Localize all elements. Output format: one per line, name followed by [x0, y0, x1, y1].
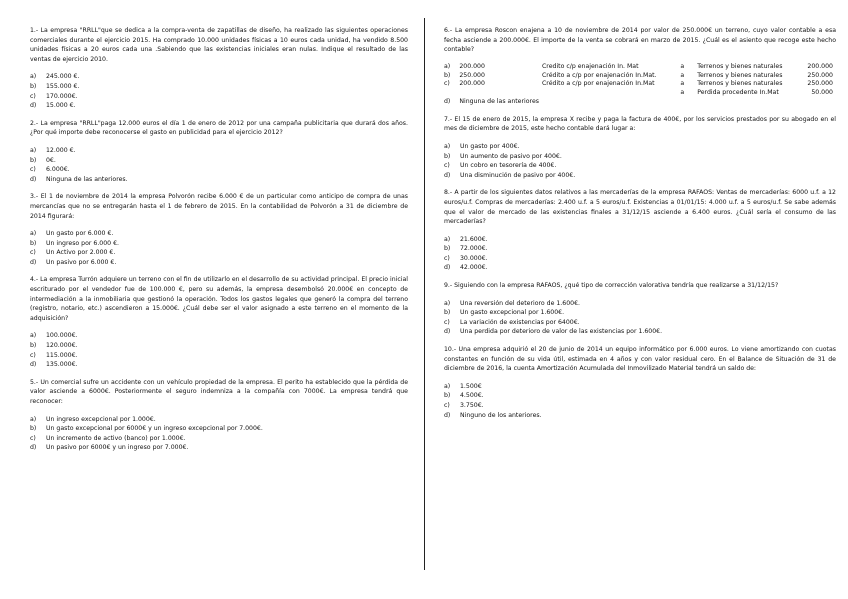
entry-sep: a — [680, 89, 685, 97]
question-6 — [444, 26, 836, 107]
option-text: Un Activo por 2.000 €. — [46, 249, 116, 257]
question — [30, 275, 408, 369]
option-letter: b) — [444, 152, 451, 160]
entry-sep — [680, 98, 697, 107]
option-letter: c) — [444, 254, 450, 262]
question — [30, 119, 408, 185]
option-text: 21.600€. — [460, 235, 488, 243]
entry-credit-amount: 250.000 — [807, 80, 833, 88]
answer-options — [30, 72, 408, 110]
question-stem: 2.- La empresa "RRLL"paga 12.000 euros el día 1 de enero de 2012 por una campaña publicitaria que durará dos años. ¿Por qué importe debe reconocerse el gasto en publicidad para el ejercicio 2012? — [30, 119, 408, 137]
option-letter: b) — [30, 156, 37, 164]
option-text: Un gasto excepcional por 1.600€. — [460, 309, 565, 317]
option-letter: c) — [30, 351, 36, 359]
question-stem: 9.- Siguiendo con la empresa RAFAOS, ¿qué tipo de corrección valorativa tendría que realizarse a 31/12/15? — [444, 282, 779, 290]
option-letter: c) — [444, 162, 450, 170]
answer-option — [30, 415, 408, 425]
option-letter: c) — [30, 166, 36, 174]
entry-amount: Ninguna de las anteriores — [459, 97, 539, 105]
answer-option — [444, 318, 836, 328]
question-stem: 8.- A partir de los siguientes datos relativos a las mercaderías de la empresa RAFAOS: Ventas de mercaderías: 6000 u.f. a 12 euros/u.f. Compras de mercaderías: 2.400 u.f. a 5 euros/u.f. Existencias a 01/01/15: 4.000 u.f. a 5 euros/u.f. Se sabe además que el valor de mercado de las existencias finales a 31/12/15 asciende a 6.400 euros. ¿Cuál sería el consumo de las mercaderías? — [444, 189, 836, 226]
option-text: Un pasivo por 6.000 €. — [46, 258, 117, 266]
answer-option — [30, 443, 408, 453]
answer-option — [30, 434, 408, 444]
option-text: 245.000 €. — [46, 73, 80, 81]
answer-option — [30, 156, 408, 166]
option-letter: d) — [30, 102, 37, 110]
option-text: 0€. — [46, 156, 56, 164]
answer-option — [30, 229, 408, 239]
entry-credit — [697, 98, 806, 107]
answer-option — [30, 72, 408, 82]
entry-credit-amount — [806, 98, 836, 107]
option-text: Ninguna de las anteriores. — [46, 175, 128, 183]
entry-letter — [444, 89, 459, 98]
option-text: Un gasto por 400€. — [460, 142, 520, 150]
entry-credit-amount: 250.000 — [807, 71, 833, 79]
entry-debit: Crédito a c/p por enajenación In.Mat. — [541, 71, 657, 79]
journal-entry-row — [444, 63, 836, 72]
entry-letter: c) — [444, 80, 450, 88]
journal-entry-row — [444, 98, 836, 107]
answer-option — [30, 331, 408, 341]
option-text: Un pasivo por 6000€ y un ingreso por 7.000€. — [46, 444, 189, 452]
entry-credit-amount: 200.000 — [807, 62, 833, 70]
answer-option — [30, 248, 408, 258]
answer-option — [30, 101, 408, 111]
option-letter: d) — [30, 444, 37, 452]
option-text: Un cobro en tesorería de 400€. — [460, 162, 557, 170]
entry-amount: 250.000 — [459, 71, 485, 79]
option-text: 72.000€. — [460, 245, 488, 253]
entry-amount — [459, 89, 542, 98]
entry-credit: Terrenos y bienes naturales — [697, 62, 783, 70]
question — [444, 188, 836, 273]
option-letter: a) — [30, 73, 37, 81]
answer-option — [444, 161, 836, 171]
option-letter: b) — [30, 342, 37, 350]
answer-option — [444, 254, 836, 264]
entry-debit: Credito c/p enajenación In. Mat — [541, 62, 639, 70]
option-text: 42.000€. — [460, 264, 488, 272]
answer-option — [30, 258, 408, 268]
journal-entry-row — [444, 80, 836, 89]
answer-option — [30, 351, 408, 361]
option-text: Un ingreso excepcional por 1.000€. — [46, 415, 156, 423]
answer-option — [30, 424, 408, 434]
answer-option — [444, 382, 836, 392]
question-stem: 3.- El 1 de noviembre de 2014 la empresa Polvorón recibe 6.000 € de un particular como anticipo de compra de unas mercancías que no se entregarán hasta el 1 de febrero de 2015. En la contabilidad de Polvorón a 31 de diciembre de 2014 figurará: — [30, 193, 408, 220]
answer-option — [444, 401, 836, 411]
option-text: 155.000 €. — [46, 82, 80, 90]
answer-option — [30, 165, 408, 175]
option-letter: b) — [444, 245, 451, 253]
entry-letter: a) — [444, 62, 451, 70]
entry-amount: 200.000 — [459, 62, 485, 70]
option-text: 6.000€. — [46, 166, 70, 174]
answer-option — [444, 411, 836, 421]
option-text: Una disminución de pasivo por 400€. — [460, 171, 576, 179]
column-divider — [424, 18, 425, 570]
option-letter: a) — [30, 415, 37, 423]
answer-option — [444, 308, 836, 318]
option-text: 12.000 €. — [46, 146, 76, 154]
answer-option — [30, 146, 408, 156]
question — [444, 345, 836, 420]
answer-option — [30, 341, 408, 351]
option-letter: a) — [444, 235, 451, 243]
answer-options — [444, 142, 836, 180]
option-letter: d) — [30, 175, 37, 183]
option-text: 120.000€. — [46, 342, 78, 350]
option-text: 30.000€. — [460, 254, 488, 262]
right-column — [444, 26, 836, 428]
answer-option — [30, 360, 408, 370]
option-text: 135.000€. — [46, 361, 78, 369]
journal-entry-row — [444, 89, 836, 98]
answer-option — [444, 263, 836, 273]
entry-credit: Terrenos y bienes naturales — [697, 71, 783, 79]
option-text: 4.500€. — [460, 392, 484, 400]
answer-option — [30, 82, 408, 92]
option-text: 100.000€. — [46, 332, 78, 340]
answer-option — [444, 142, 836, 152]
option-letter: c) — [30, 249, 36, 257]
entry-credit: Terrenos y bienes naturales — [697, 80, 783, 88]
answer-option — [444, 327, 836, 337]
question-stem: 10.- Una empresa adquirió el 20 de junio de 2014 un equipo informático por 6.000 euros. Lo viene amortizando con cuotas constantes en función de su vida útil, estimada en 4 años y con valor residual cero. En el Balance de Situación de 31 de diciembre de 2016, la cuenta Amortización Acumulada del Inmovilizado Material tendrá un saldo de: — [444, 346, 836, 373]
option-text: 1.500€ — [460, 382, 482, 390]
option-text: 170.000€. — [46, 92, 78, 100]
journal-entry-table — [444, 63, 836, 107]
option-letter: b) — [444, 309, 451, 317]
option-letter: d) — [444, 264, 451, 272]
option-text: 15.000 €. — [46, 102, 76, 110]
option-letter: a) — [444, 299, 451, 307]
option-letter: d) — [444, 171, 451, 179]
option-letter: c) — [30, 92, 36, 100]
question — [444, 115, 836, 181]
question-stem: 6.- La empresa Roscon enajena a 10 de noviembre de 2014 por valor de 250.000€ un terreno, cuyo valor contable a esa fecha asciende a 200.000€. El importe de la venta se cobrará en marzo de 2015. ¿Cuál es el asiento que recoge este hecho contable? — [444, 27, 836, 54]
question — [30, 192, 408, 267]
option-text: 3.750€. — [460, 402, 484, 410]
option-letter: d) — [444, 411, 451, 419]
question — [444, 281, 836, 337]
option-letter: a) — [444, 382, 451, 390]
option-text: Ninguno de los anteriores. — [460, 411, 542, 419]
option-letter: b) — [30, 425, 37, 433]
option-text: 115.000€. — [46, 351, 78, 359]
option-letter: a) — [30, 146, 37, 154]
option-text: Un incremento de activo (banco) por 1.000€. — [46, 434, 186, 442]
option-letter: a) — [30, 230, 37, 238]
option-letter: c) — [30, 434, 36, 442]
entry-credit-amount: 50.000 — [811, 89, 833, 97]
option-letter: b) — [444, 392, 451, 400]
option-letter: b) — [30, 82, 37, 90]
answer-option — [444, 391, 836, 401]
option-text: Un gasto por 6.000 €. — [46, 230, 114, 238]
left-column — [30, 26, 408, 461]
answer-options — [30, 331, 408, 369]
entry-amount: 200.000 — [459, 80, 485, 88]
entry-credit: Perdida procedente In.Mat — [697, 89, 779, 97]
answer-option — [444, 299, 836, 309]
question-stem: 5.- Un comercial sufre un accidente con un vehículo propiedad de la empresa. El perito ha establecido que la pérdida de valor asciende a 6000€. Posteriormente el seguro indemniza a la compañía con 7000€. La empresa tendrá que reconocer: — [30, 378, 408, 405]
answer-options — [444, 235, 836, 273]
answer-option — [444, 152, 836, 162]
entry-debit — [542, 89, 680, 98]
answer-option — [30, 239, 408, 249]
option-text: Una reversión del deterioro de 1.600€. — [460, 299, 580, 307]
option-letter: a) — [444, 142, 451, 150]
option-letter: d) — [444, 328, 451, 336]
entry-debit: Crédito a c/p por enajenación In.Mat — [541, 80, 655, 88]
answer-option — [444, 235, 836, 245]
answer-options — [30, 146, 408, 184]
entry-sep: a — [680, 71, 685, 79]
question — [30, 26, 408, 111]
answer-options — [444, 299, 836, 337]
entry-letter: b) — [444, 71, 451, 79]
option-letter: d) — [30, 258, 37, 266]
answer-option — [30, 92, 408, 102]
answer-option — [444, 244, 836, 254]
option-letter: a) — [30, 332, 37, 340]
answer-option — [30, 175, 408, 185]
answer-options — [30, 415, 408, 453]
option-text: Un gasto excepcional por 6000€ y un ingreso excepcional por 7.000€. — [46, 425, 263, 433]
option-letter: b) — [30, 239, 37, 247]
question-stem: 4.- La empresa Turrón adquiere un terreno con el fin de utilizarlo en el desarrollo de su actividad principal. El precio inicial escriturado por el vendedor fue de 100.000 €, pero su además, la empresa desembolsó 20.000€ en concepto de intermediación a la inmobiliaria que gestionó la operación. Todos los gastos legales que generó la compra del terreno (registro, notario, etc.) ascendieron a 15.000€. ¿Cuál debe ser el valor asignado a este terreno en el momento de la adquisición? — [30, 276, 408, 322]
entry-sep: a — [680, 62, 685, 70]
question-stem: 7.- El 15 de enero de 2015, la empresa X recibe y paga la factura de 400€, por los servicios prestados por su abogado en el mes de diciembre de 2015, este hecho contable dará lugar a: — [444, 115, 836, 133]
question — [30, 378, 408, 453]
entry-letter: d) — [444, 97, 451, 105]
entry-debit — [542, 98, 680, 107]
entry-sep: a — [680, 80, 685, 88]
option-letter: c) — [444, 318, 450, 326]
answer-options — [30, 229, 408, 267]
answer-options — [444, 382, 836, 420]
question-stem: 1.- La empresa "RRLL"que se dedica a la compra-venta de zapatillas de diseño, ha realizado las siguientes operaciones comerciales durante el ejercicio 2015. Ha comprado 10.000 unidades físicas a 10 euros cada unidad, ha vendido 8.500 unidades físicas a 20 euros cada una .Sabiendo que las existencias iniciales eran nulas. Indique el resultado de las ventas de ejercicio 2010. — [30, 27, 408, 63]
option-letter: d) — [30, 361, 37, 369]
option-text: Un aumento de pasivo por 400€. — [460, 152, 562, 160]
option-letter: c) — [444, 402, 450, 410]
option-text: La variación de existencias por 6400€. — [460, 318, 580, 326]
option-text: Un ingreso por 6.000 €. — [46, 239, 119, 247]
answer-option — [444, 171, 836, 181]
option-text: Una perdida por deterioro de valor de las existencias por 1.600€. — [460, 328, 663, 336]
